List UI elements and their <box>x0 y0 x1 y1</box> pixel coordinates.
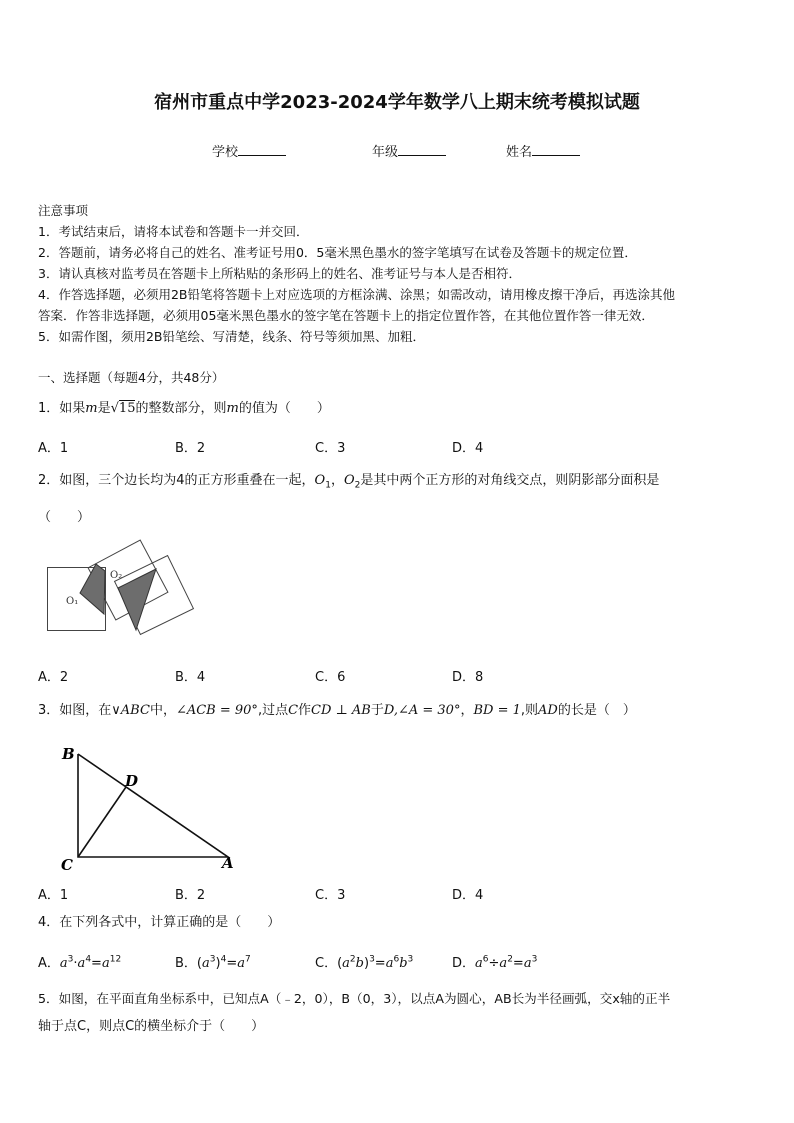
opt-label: C． <box>315 956 338 971</box>
shaded-region-2 <box>118 569 156 630</box>
q3-text: 3．如图，在 <box>38 703 112 718</box>
school-field[interactable] <box>212 141 286 160</box>
paren: ( <box>337 956 343 971</box>
exponent: 2 <box>507 954 513 965</box>
segment-cd <box>78 787 126 857</box>
math-var: a <box>202 956 210 971</box>
q2-sub: 2 <box>354 480 361 491</box>
q1-text: 是 <box>97 401 111 416</box>
option-a[interactable]: A．2 <box>38 670 69 685</box>
q3-math: D,∠A = 30° <box>383 703 461 718</box>
q2-sub: 1 <box>325 480 331 491</box>
paren: ) <box>363 956 370 971</box>
grade-label: 年级 <box>372 145 399 160</box>
q3-text: ， <box>460 703 474 718</box>
math-var: b <box>355 956 364 971</box>
q1-radicand: 15 <box>118 401 136 416</box>
q3-text: ,过点 <box>257 703 289 718</box>
math-var: a <box>499 956 508 971</box>
math-op: = <box>512 956 524 971</box>
exponent: 4 <box>85 954 92 965</box>
option-b[interactable]: B．2 <box>175 888 206 903</box>
exponent: 7 <box>244 954 251 965</box>
school-label: 学校 <box>212 145 239 160</box>
notice-item: 3．请认真核对监考员在答题卡上所粘贴的条形码上的姓名、准考证号与本人是否相符． <box>38 266 521 281</box>
option-a[interactable]: A．1 <box>38 888 69 903</box>
q1-text: 的值为（ ） <box>238 401 330 416</box>
option-c[interactable]: C．6 <box>315 670 346 685</box>
notice-heading: 注意事项 <box>38 203 89 218</box>
q1-text: 的整数部分，则 <box>135 401 227 416</box>
question-5-line-2: 轴于点C，则点C的横坐标介于（ ） <box>38 1019 265 1034</box>
opt-label: B． <box>175 956 197 971</box>
notice-item: 2．答题前，请务必将自己的姓名、准考证号用0．5毫米黑色墨水的签字笔填写在试卷及答题卡的规定位置． <box>38 245 637 260</box>
option-a[interactable] <box>38 952 121 971</box>
q3-math: ∨ABC <box>111 703 150 718</box>
math-var: a <box>385 956 394 971</box>
math-var: a <box>523 956 532 971</box>
exponent: 3 <box>407 954 414 965</box>
section-heading: 一、选择题（每题4分，共48分） <box>38 370 225 385</box>
exponent: 2 <box>349 954 356 965</box>
q3-text: 中， <box>149 703 176 718</box>
option-b[interactable]: B．2 <box>175 441 206 456</box>
label-c: C <box>61 856 73 874</box>
q2-paren: （ ） <box>38 510 91 525</box>
label-b: B <box>62 745 75 763</box>
grade-blank[interactable] <box>398 143 446 156</box>
name-label: 姓名 <box>506 145 533 160</box>
q1-text: 1．如果 <box>38 401 86 416</box>
exponent: 3 <box>209 954 216 965</box>
label-o1: O₁ <box>66 596 79 607</box>
q3-text: 的长是（ ） <box>557 703 636 718</box>
option-d[interactable]: D．4 <box>452 441 484 456</box>
math-var: b <box>399 956 408 971</box>
exponent: 3 <box>531 954 538 965</box>
shaded-region-1 <box>80 564 105 614</box>
q2-o1: O <box>314 473 326 488</box>
exponent: 3 <box>369 954 375 965</box>
triangle-abc <box>78 754 228 857</box>
question-5-line-1: 5．如图，在平面直角坐标系中，已知点A（﹣2，0），B（0，3），以点A为圆心，AB长为半径画弧，交x轴的正半 <box>38 991 671 1006</box>
paren: ) <box>215 956 221 971</box>
exponent: 12 <box>109 954 122 965</box>
name-blank[interactable] <box>532 143 580 156</box>
q3-math: BD = 1 <box>473 703 521 718</box>
math-var: a <box>101 956 110 971</box>
question-1 <box>38 400 330 418</box>
exponent: 6 <box>393 954 400 965</box>
option-a[interactable]: A．1 <box>38 441 69 456</box>
q3-text: 作 <box>298 703 312 718</box>
question-2 <box>38 472 659 495</box>
notice-item: 4．作答选择题，必须用2B铅笔将答题卡上对应选项的方框涂满、涂黑；如需改动，请用橡皮擦干净后，再选涂其他 <box>38 287 675 302</box>
question-4: 4．在下列各式中，计算正确的是（ ） <box>38 915 281 930</box>
opt-label: A． <box>38 956 60 971</box>
paren: ( <box>196 956 202 971</box>
option-c[interactable] <box>315 952 413 971</box>
option-c[interactable]: C．3 <box>315 441 346 456</box>
q2-text: 2．如图，三个边长均为4的正方形重叠在一起， <box>38 473 315 488</box>
q3-math: C <box>288 703 299 718</box>
q3-text: ,则 <box>520 703 539 718</box>
notice-item: 5．如需作图，须用2B铅笔绘、写清楚，线条、符号等须加黑、加粗． <box>38 329 425 344</box>
math-op: = <box>374 956 386 971</box>
q3-math: AD <box>538 703 558 718</box>
exponent: 3 <box>67 954 74 965</box>
q3-math: CD ⊥ AB <box>311 703 371 718</box>
q2-figure <box>38 538 198 638</box>
q3-text: 于 <box>370 703 384 718</box>
q2-text: ， <box>330 473 344 488</box>
math-var: a <box>475 956 483 971</box>
math-op: = <box>226 956 238 971</box>
notice-item: 1．考试结束后，请将本试卷和答题卡一并交回． <box>38 224 309 239</box>
q1-var: m <box>226 401 239 416</box>
grade-field[interactable] <box>372 141 446 160</box>
label-a: A <box>222 854 234 872</box>
label-o2: O₂ <box>110 570 123 581</box>
school-blank[interactable] <box>238 143 286 156</box>
math-op: = <box>91 956 102 971</box>
math-var: a <box>77 956 86 971</box>
option-d[interactable] <box>452 952 537 971</box>
question-3 <box>38 702 636 720</box>
shaded-regions <box>38 538 198 638</box>
sqrt-symbol: √15 <box>110 401 136 416</box>
q3-math: ∠ACB = 90° <box>175 703 258 718</box>
option-b[interactable] <box>175 952 251 971</box>
exponent: 4 <box>220 954 227 965</box>
math-var: a <box>342 956 350 971</box>
math-var: a <box>237 956 245 971</box>
notice-item: 答案．作答非选择题，必须用05毫米黑色墨水的签字笔在答题卡上的指定位置作答，在其他位置作答一律无效． <box>38 308 654 323</box>
option-b[interactable]: B．4 <box>175 670 206 685</box>
name-field[interactable] <box>506 141 580 160</box>
math-op: · <box>73 956 78 971</box>
option-d[interactable]: D．4 <box>452 888 484 903</box>
option-d[interactable]: D．8 <box>452 670 484 685</box>
q2-text: 是其中两个正方形的对角线交点，则阴影部分面积是 <box>360 473 660 488</box>
q3-figure <box>55 738 255 878</box>
label-d: D <box>125 772 139 790</box>
math-var: a <box>59 956 68 971</box>
exponent: 6 <box>482 954 489 965</box>
opt-label: D． <box>452 956 476 971</box>
page-title: 宿州市重点中学2023-2024学年数学八上期末统考模拟试题 <box>154 92 640 113</box>
option-c[interactable]: C．3 <box>315 888 346 903</box>
q1-var: m <box>85 401 98 416</box>
math-op: ÷ <box>488 956 500 971</box>
q2-o2: O <box>343 473 355 488</box>
